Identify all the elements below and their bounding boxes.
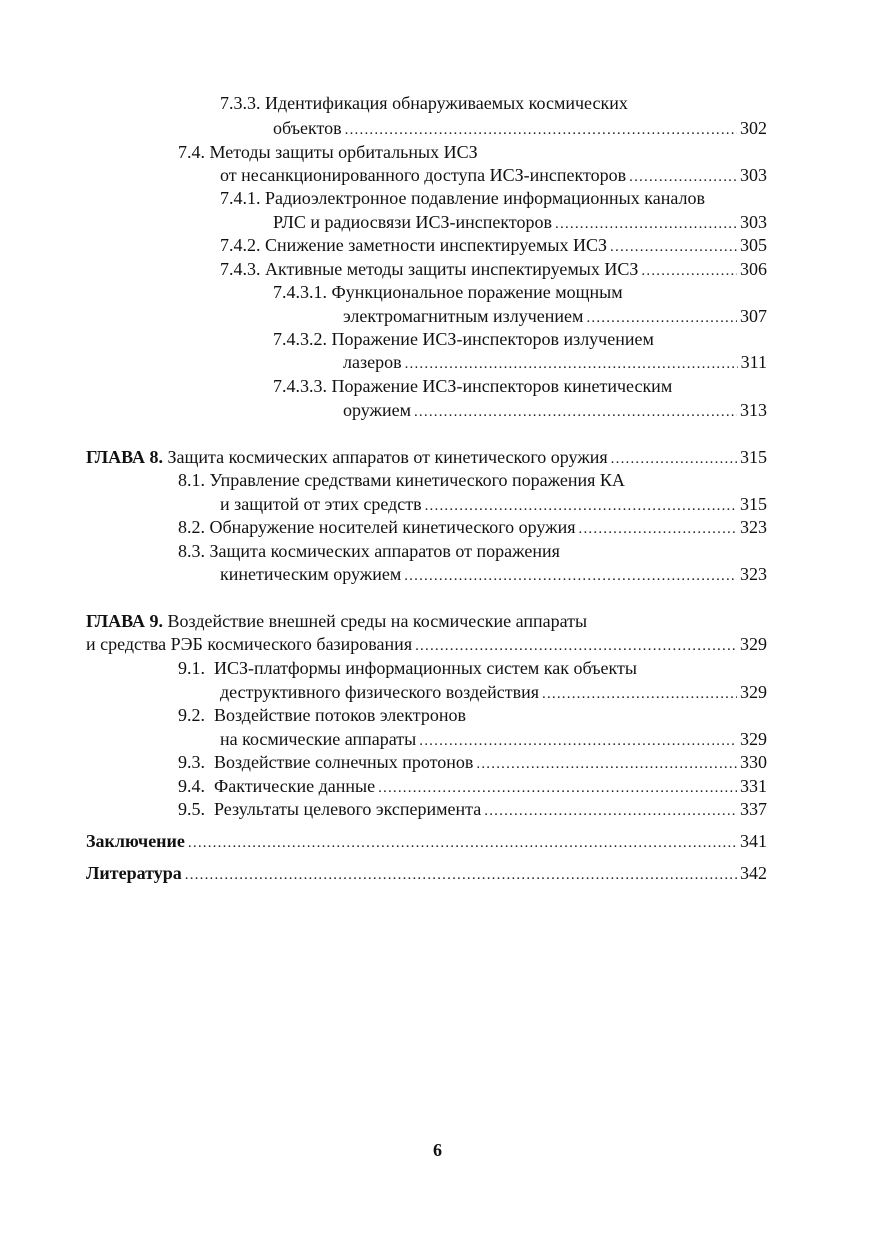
toc-section-number: 7.4.3. [220, 259, 261, 279]
toc-page-number: 331 [740, 776, 767, 796]
toc-entry-title: электромагнитным излучением [343, 306, 584, 326]
toc-section-number: 8.1. [178, 470, 205, 490]
leader-dots [405, 352, 738, 376]
leader-dots [415, 634, 737, 658]
toc-line [273, 116, 767, 140]
toc-line [178, 703, 767, 727]
leader-dots [579, 517, 737, 541]
toc-line [220, 492, 767, 516]
toc-page-number: 315 [740, 447, 767, 467]
toc-entry-title: Защита космических аппаратов от кинетического оружия [167, 447, 608, 467]
toc-page-number: 306 [740, 259, 767, 279]
toc-line [220, 727, 767, 751]
toc-section-number: 7.4.3.3. [273, 376, 327, 396]
toc-entry-title: Фактические данные [214, 776, 376, 796]
toc-line [220, 163, 767, 187]
toc-line [178, 656, 767, 680]
toc-section-number: 7.4.1. [220, 188, 261, 208]
toc-line [273, 210, 767, 234]
leader-dots [610, 235, 737, 259]
toc-line [178, 140, 767, 164]
toc-line [86, 632, 767, 656]
toc-entry-title: Литература [86, 863, 182, 883]
toc-page-number: 342 [740, 863, 767, 883]
chapter-label: ГЛАВА 9. [86, 611, 164, 631]
toc-line [220, 233, 767, 257]
toc-page-number: 323 [740, 517, 767, 537]
toc-entry-title: деструктивного физического воздействия [220, 682, 539, 702]
toc-page-number: 307 [740, 306, 767, 326]
toc-line [220, 186, 771, 210]
toc-entry-title: ИСЗ-платформы информационных систем как объекты [214, 658, 637, 678]
toc-section-number: 7.3.3. [220, 93, 261, 113]
chapter-label: ГЛАВА 8. [86, 447, 164, 467]
toc-entry-title: Заключение [86, 831, 185, 851]
toc-entry-title: Снижение заметности инспектируемых ИСЗ [265, 235, 608, 255]
leader-dots [345, 118, 737, 142]
toc-entry-title: Поражение ИСЗ-инспекторов кинетическим [331, 376, 673, 396]
toc-entry-title: Управление средствами кинетического поражения КА [209, 470, 625, 490]
toc-section-number: 8.2. [178, 517, 205, 537]
toc-entry-title: Воздействие внешней среды на космические аппараты [167, 611, 588, 631]
leader-dots [476, 752, 737, 776]
toc-page-number: 305 [740, 235, 767, 255]
toc-entry-title: и защитой от этих средств [220, 494, 422, 514]
toc-line [220, 91, 767, 115]
toc-page-number: 311 [740, 352, 767, 372]
toc-entry-title: Радиоэлектронное подавление информационных каналов [265, 188, 705, 208]
toc-entry-title: Поражение ИСЗ-инспекторов излучением [331, 329, 654, 349]
toc-page-number: 302 [740, 118, 767, 138]
toc-line [178, 797, 767, 821]
toc-page-number: 315 [740, 494, 767, 514]
toc-entry-title: Воздействие потоков электронов [214, 705, 466, 725]
toc-line [343, 398, 767, 422]
toc-page-number: 329 [740, 634, 767, 654]
toc-section-number: 9.4. [178, 776, 205, 796]
toc-entry-title: и средства РЭБ космического базирования [86, 634, 413, 654]
toc-chapter-line [86, 609, 767, 633]
toc-entry-title: на космические аппараты [220, 729, 417, 749]
toc-page-number: 329 [740, 729, 767, 749]
toc-line [343, 350, 767, 374]
toc-page-number: 323 [740, 564, 767, 584]
toc-page-number: 337 [740, 799, 767, 819]
toc-section-number: 7.4.2. [220, 235, 261, 255]
toc-chapter-line [86, 445, 767, 469]
toc-literature-line [86, 861, 767, 885]
toc-entry-title: Методы защиты орбитальных ИСЗ [209, 142, 478, 162]
leader-dots [188, 831, 737, 855]
toc-entry-title: Функциональное поражение мощным [331, 282, 623, 302]
leader-dots [404, 564, 737, 588]
toc-entry-title: объектов [273, 118, 342, 138]
leader-dots [414, 400, 737, 424]
page-number: 6 [433, 1140, 442, 1160]
toc-line [178, 468, 767, 492]
toc-line [273, 327, 767, 351]
toc-entry-title: оружием [343, 400, 411, 420]
toc-line [273, 374, 767, 398]
toc-line [220, 257, 767, 281]
toc-entry-title: Воздействие солнечных протонов [214, 752, 474, 772]
toc-line [343, 304, 767, 328]
toc-page-number: 313 [740, 400, 767, 420]
toc-line [178, 774, 767, 798]
toc-section-number: 9.5. [178, 799, 205, 819]
toc-entry-title: от несанкционированного доступа ИСЗ-инспекторов [220, 165, 627, 185]
toc-line [220, 680, 767, 704]
toc-page-number: 341 [740, 831, 767, 851]
toc-section-number: 7.4.3.1. [273, 282, 327, 302]
toc-line [178, 539, 767, 563]
toc-line [220, 562, 767, 586]
toc-conclusion-line [86, 829, 767, 853]
toc-entry-title: лазеров [343, 352, 402, 372]
toc-line [178, 750, 767, 774]
toc-section-number: 9.1. [178, 658, 205, 678]
leader-dots [484, 799, 737, 823]
toc-line [273, 280, 767, 304]
toc-page-number: 303 [740, 165, 767, 185]
toc-section-number: 9.3. [178, 752, 205, 772]
toc-section-number: 7.4.3.2. [273, 329, 327, 349]
toc-page-number: 329 [740, 682, 767, 702]
toc-section-number: 8.3. [178, 541, 205, 561]
toc-line [178, 515, 767, 539]
toc-section-number: 7.4. [178, 142, 205, 162]
toc-entry-title: Результаты целевого эксперимента [214, 799, 482, 819]
toc-entry-title: РЛС и радиосвязи ИСЗ-инспекторов [273, 212, 553, 232]
toc-page-number: 330 [740, 752, 767, 772]
leader-dots [185, 863, 737, 887]
toc-page-number: 303 [740, 212, 767, 232]
toc-entry-title: Активные методы защиты инспектируемых ИСЗ [265, 259, 639, 279]
toc-section-number: 9.2. [178, 705, 205, 725]
toc-entry-title: Защита космических аппаратов от поражения [209, 541, 560, 561]
toc-entry-title: Идентификация обнаруживаемых космических [265, 93, 628, 113]
toc-entry-title: Обнаружение носителей кинетического оружия [209, 517, 576, 537]
toc-entry-title: кинетическим оружием [220, 564, 402, 584]
